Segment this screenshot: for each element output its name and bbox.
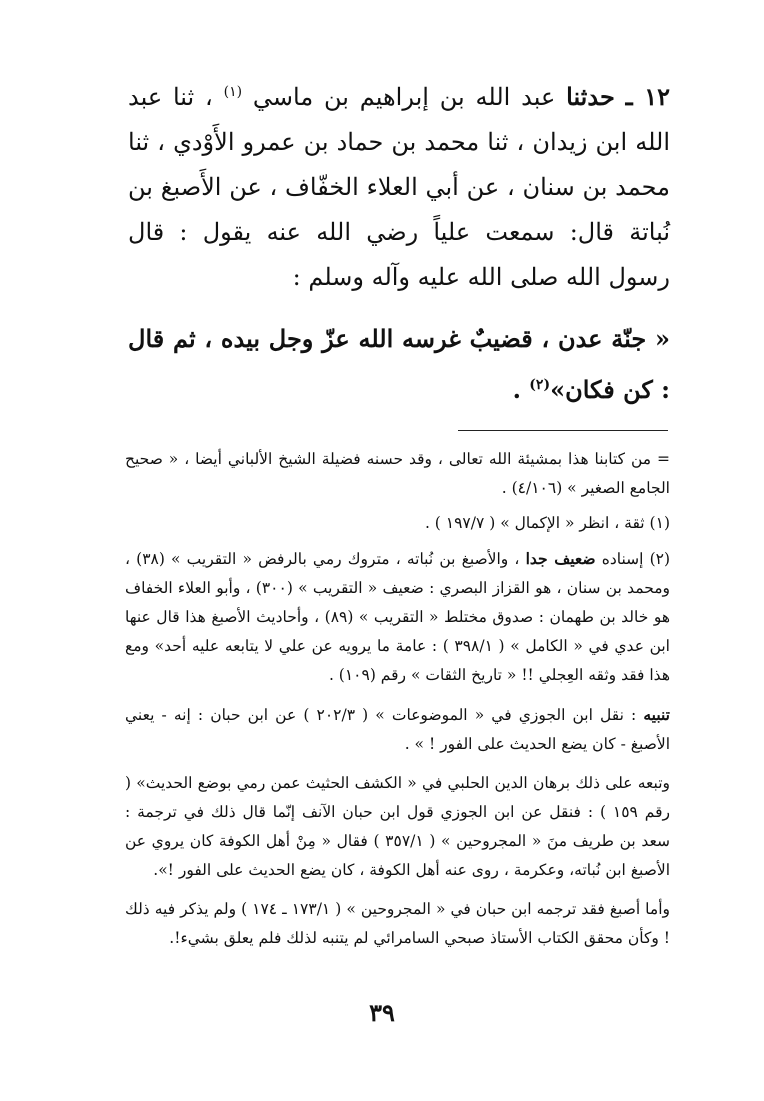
hadith-text: « جنّة عدن ، قضيبٌ غرسه الله عزّ وجل بيده ، ثم قال : كن فكان» (128, 324, 670, 404)
hadith-end: . (512, 375, 530, 404)
isnad-text-a: عبد الله بن إبراهيم بن ماسي (242, 83, 567, 111)
grading-label: ضعيف جدا (525, 549, 596, 568)
hadith-lead-word: حدثنا (566, 82, 615, 111)
main-text (128, 70, 670, 413)
page-number: ٣٩ (369, 998, 395, 1027)
hadith-text-paragraph (128, 316, 670, 413)
footnote-2-rest: ، والأصبغ بن نُباته ، متروك رمي بالرفض « التقريب » (٣٨) ، ومحمد بن سنان ، هو القزاز البصري : ضعيف « التقريب » (٣٠٠) ، وأبو العلاء الخفاف هو خالد بن طهمان : صدوق مختلط « التقريب » (٨٩) ، وأحاديث الأصبغ هذا قال عنها ابن عدي في « الكامل » ( ٣٩٨/١ ) : عامة ما يرويه عن علي لا يتابعه عليه أحد» ومع هذا فقد وثقه العِجلي !! « تاريخ الثقات » رقم (١٠٩) . (125, 550, 670, 684)
tanbih-label: تنبيه (643, 705, 670, 724)
footnote-divider (458, 430, 668, 431)
footnote-paragraph-3: وتبعه على ذلك برهان الدين الحلبي في « الكشف الحثيث عمن رمي بوضع الحديث» ( رقم ١٥٩ ) : فنقل عن ابن الجوزي قول ابن حبان الآنف إنّما قال ذلك في ترجمة : سعد بن طريف منَ « المجروحين » ( ٣٥٧/١ ) فقال « مِنْ أهل الكوفة كان يروي عن الأصبغ ابن نُباته، وعكرمة ، روى عنه أهل الكوفة ، كان يضع الحديث على الفور !». (125, 774, 670, 879)
footnote-1: (١) ثقة ، انظر « الإكمال » ( ١٩٧/٧ ) . (424, 514, 670, 532)
footnotes (125, 445, 670, 959)
footnote-2 (125, 544, 670, 690)
footnote-paragraph-4: وأما أصبغ فقد ترجمه ابن حبان في « المجروحين » ( ١٧٣/١ ـ ١٧٤ ) ولم يذكر فيه ذلك ! وكأن محقق الكتاب الأستاذ صبحي السامرائي لم يتنبه لذلك فلم يعلق بشيء!. (125, 900, 671, 947)
footnote-2-start: (٢) إسناده (595, 550, 671, 568)
hadith-number: ١٢ ـ (625, 82, 670, 111)
footnote-ref-1: (١) (223, 84, 243, 100)
tanbih-text: : نقل ابن الجوزي في « الموضوعات » ( ٢٠٢/٣ ) عن ابن حبان : إنه - يعني الأصبغ - كان يضع الحديث على الفور ! » . (125, 706, 670, 753)
footnote-ref-2: (٢) (529, 377, 551, 393)
tanbih-note (125, 700, 670, 759)
isnad-paragraph (128, 70, 670, 300)
isnad-text-b: ، ثنا عبد الله ابن زيدان ، ثنا محمد بن حماد بن عمرو الأَوْدي ، ثنا محمد بن سنان ، عن أبي العلاء الخفّاف ، عن الأَصبغ بن نُباتة قال: سمعت علياً رضي الله عنه يقول : قال رسول الله صلى الله عليه وآله وسلم : (128, 83, 670, 291)
footnote-continuation: = من كتابنا هذا بمشيئة الله تعالى ، وقد حسنه فضيلة الشيخ الألباني أيضا ، « صحيح الجامع الصغير » (٤/١٠٦) . (125, 450, 670, 497)
